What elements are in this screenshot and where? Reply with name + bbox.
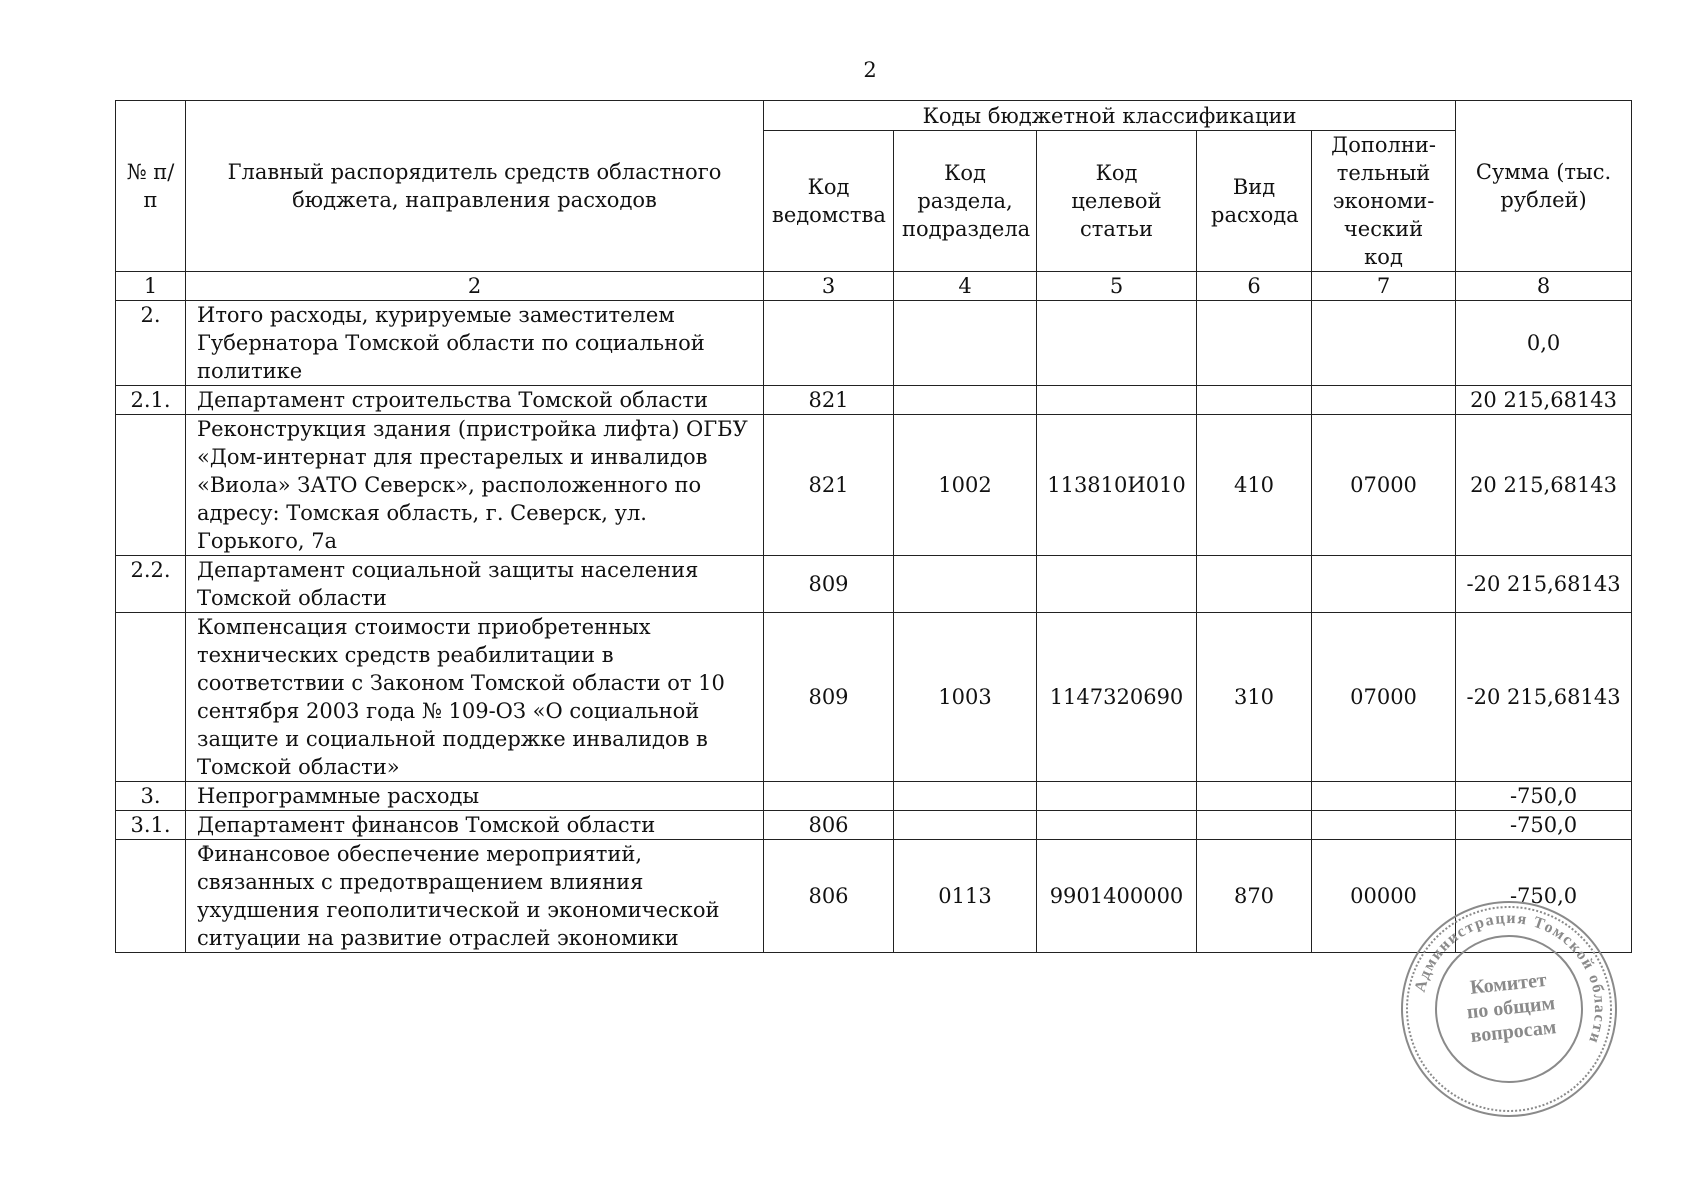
row-econ-code: [1312, 556, 1456, 613]
row-section-code: 1002: [894, 415, 1037, 556]
row-section-code: [894, 782, 1037, 811]
row-name: Непрограммные расходы: [186, 782, 764, 811]
header-expense-type: Вид расхода: [1197, 131, 1312, 272]
table-row: [116, 811, 1632, 840]
header-target-code: Код целевой статьи: [1037, 131, 1197, 272]
column-number: 4: [894, 272, 1037, 301]
row-dept-code: 806: [764, 811, 894, 840]
budget-table: [115, 100, 1632, 953]
row-num: 2.2.: [116, 556, 186, 613]
row-econ-code: [1312, 782, 1456, 811]
row-econ-code: 07000: [1312, 415, 1456, 556]
header-main: Главный распорядитель средств областного бюджета, направления расходов: [186, 101, 764, 272]
row-sum: 20 215,68143: [1456, 415, 1632, 556]
row-sum: -20 215,68143: [1456, 613, 1632, 782]
header-econ-code: Дополни-тельный экономи-ческий код: [1312, 131, 1456, 272]
row-num: 2.: [116, 301, 186, 386]
row-name: Департамент финансов Томской области: [186, 811, 764, 840]
column-number: 2: [186, 272, 764, 301]
row-econ-code: 00000: [1312, 840, 1456, 953]
row-dept-code: 821: [764, 415, 894, 556]
stamp-center-line: по общим: [1465, 992, 1557, 1024]
row-name: Финансовое обеспечение мероприятий, связанных с предотвращением влияния ухудшения геополитической и экономической ситуации на развитие отраслей экономики: [186, 840, 764, 953]
stamp-center-line: Комитет: [1469, 968, 1548, 999]
table-row: [116, 415, 1632, 556]
stamp-center-line: вопросам: [1469, 1016, 1558, 1048]
row-dept-code: 809: [764, 556, 894, 613]
official-stamp: [1398, 898, 1620, 1120]
column-number: 5: [1037, 272, 1197, 301]
row-name: Реконструкция здания (пристройка лифта) ОГБУ «Дом-интернат для престарелых и инвалидов «Виола» ЗАТО Северск», расположенного по адресу: Томская область, г. Северск, ул. Горького, 7а: [186, 415, 764, 556]
row-num: [116, 613, 186, 782]
row-section-code: 1003: [894, 613, 1037, 782]
row-expense-type: 410: [1197, 415, 1312, 556]
row-dept-code: 806: [764, 840, 894, 953]
row-section-code: [894, 556, 1037, 613]
row-num: [116, 415, 186, 556]
row-expense-type: [1197, 386, 1312, 415]
row-num: 3.1.: [116, 811, 186, 840]
row-target-code: 9901400000: [1037, 840, 1197, 953]
row-econ-code: [1312, 811, 1456, 840]
row-target-code: [1037, 556, 1197, 613]
column-number: 1: [116, 272, 186, 301]
row-econ-code: 07000: [1312, 613, 1456, 782]
row-econ-code: [1312, 301, 1456, 386]
row-expense-type: [1197, 556, 1312, 613]
row-num: 3.: [116, 782, 186, 811]
row-name: Департамент социальной защиты населения Томской области: [186, 556, 764, 613]
row-sum: -750,0: [1456, 782, 1632, 811]
column-number: 7: [1312, 272, 1456, 301]
row-sum: -750,0: [1456, 840, 1632, 953]
row-section-code: [894, 301, 1037, 386]
row-name: Компенсация стоимости приобретенных технических средств реабилитации в соответствии с Законом Томской области от 10 сентября 2003 года № 109-ОЗ «О социальной защите и социальной поддержке инвалидов в Томской области»: [186, 613, 764, 782]
row-dept-code: [764, 782, 894, 811]
row-sum: -20 215,68143: [1456, 556, 1632, 613]
row-dept-code: 809: [764, 613, 894, 782]
table-row: [116, 782, 1632, 811]
column-number: 8: [1456, 272, 1632, 301]
header-codes-group: Коды бюджетной классификации: [764, 101, 1456, 131]
row-target-code: [1037, 811, 1197, 840]
stamp-ring-text: Администрация Томской области: [1411, 909, 1609, 1047]
table-row: [116, 613, 1632, 782]
row-dept-code: [764, 301, 894, 386]
row-target-code: 113810И010: [1037, 415, 1197, 556]
table-header: [116, 101, 1632, 301]
row-expense-type: [1197, 301, 1312, 386]
page-number: 2: [863, 58, 877, 82]
table-row: [116, 556, 1632, 613]
row-expense-type: 310: [1197, 613, 1312, 782]
header-sum: Сумма (тыс. рублей): [1456, 101, 1632, 272]
column-number-row: [116, 272, 1632, 301]
row-name: Итого расходы, курируемые заместителем Губернатора Томской области по социальной политике: [186, 301, 764, 386]
row-econ-code: [1312, 386, 1456, 415]
row-target-code: [1037, 782, 1197, 811]
row-sum: -750,0: [1456, 811, 1632, 840]
row-target-code: 1147320690: [1037, 613, 1197, 782]
column-number: 3: [764, 272, 894, 301]
row-target-code: [1037, 301, 1197, 386]
row-expense-type: [1197, 811, 1312, 840]
header-num: № п/п: [116, 101, 186, 272]
row-num: [116, 840, 186, 953]
row-expense-type: 870: [1197, 840, 1312, 953]
header-dept-code: Код ведомства: [764, 131, 894, 272]
row-sum: 20 215,68143: [1456, 386, 1632, 415]
row-section-code: [894, 386, 1037, 415]
row-target-code: [1037, 386, 1197, 415]
row-dept-code: 821: [764, 386, 894, 415]
row-sum: 0,0: [1456, 301, 1632, 386]
row-section-code: 0113: [894, 840, 1037, 953]
header-section-code: Код раздела, подраздела: [894, 131, 1037, 272]
row-name: Департамент строительства Томской области: [186, 386, 764, 415]
table-row: [116, 386, 1632, 415]
row-section-code: [894, 811, 1037, 840]
row-expense-type: [1197, 782, 1312, 811]
row-num: 2.1.: [116, 386, 186, 415]
table-row: [116, 301, 1632, 386]
column-number: 6: [1197, 272, 1312, 301]
